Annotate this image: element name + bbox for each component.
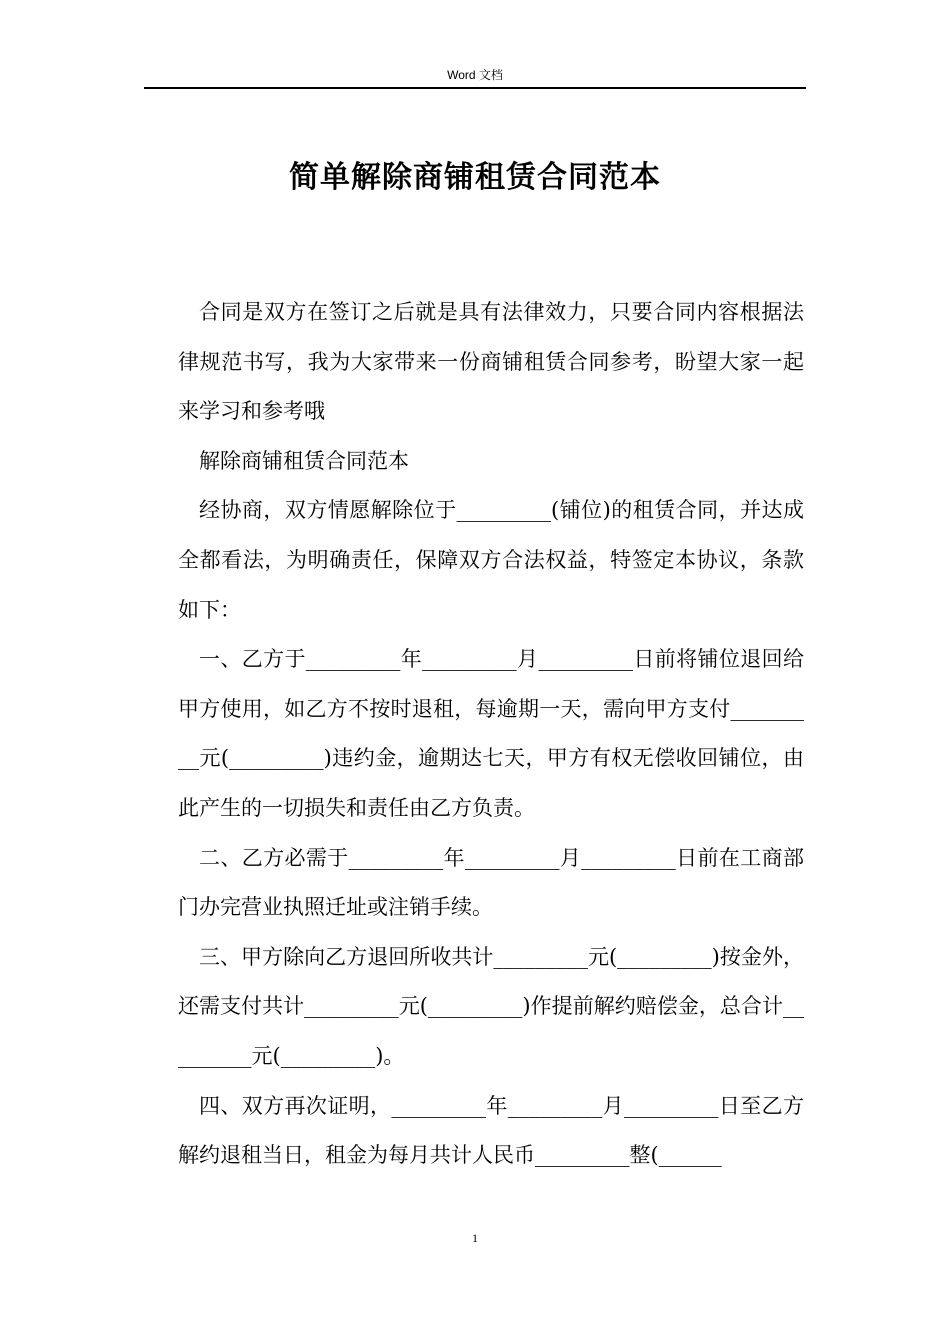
- document-title: 简单解除商铺租赁合同范本: [289, 160, 661, 195]
- page-header-label: Word 文档: [447, 68, 503, 82]
- header-divider: [144, 87, 806, 89]
- paragraph-preamble: 经协商，双方情愿解除位于_________(铺位)的租赁合同，并达成全都看法，为明确责任，保障双方合法权益，特签定本协议，条款如下：: [178, 498, 804, 622]
- paragraph-clause-1: 一、乙方于_________年_________月_________日前将铺位退回给甲方使用，如乙方不按时退租，每逾期一天，需向甲方支付_________元(_________)违约金，逾期达七天，甲方有权无偿收回铺位，由此产生的一切损失和责任由乙方负责。: [178, 647, 804, 820]
- paragraph-subtitle: 解除商铺租赁合同范本: [199, 448, 409, 473]
- paragraph-clause-4: 四、双方再次证明，_________年_________月_________日至乙方解约退租当日，租金为每月共计人民币_________整(______: [178, 1093, 804, 1168]
- paragraph-clause-2: 二、乙方必需于_________年_________月_________日前在工商部门办完营业执照迁址或注销手续。: [178, 845, 804, 920]
- paragraph-intro: 合同是双方在签订之后就是具有法律效力，只要合同内容根据法律规范书写，我为大家带来一份商铺租赁合同参考，盼望大家一起来学习和参考哦: [178, 300, 804, 424]
- page-number: 1: [472, 1231, 478, 1245]
- document-body: [178, 288, 804, 1181]
- paragraph-clause-3: 三、甲方除向乙方退回所收共计_________元(_________)按金外，还需支付共计_________元(_________)作提前解约赔偿金，总合计_________元(_________)。: [178, 944, 804, 1068]
